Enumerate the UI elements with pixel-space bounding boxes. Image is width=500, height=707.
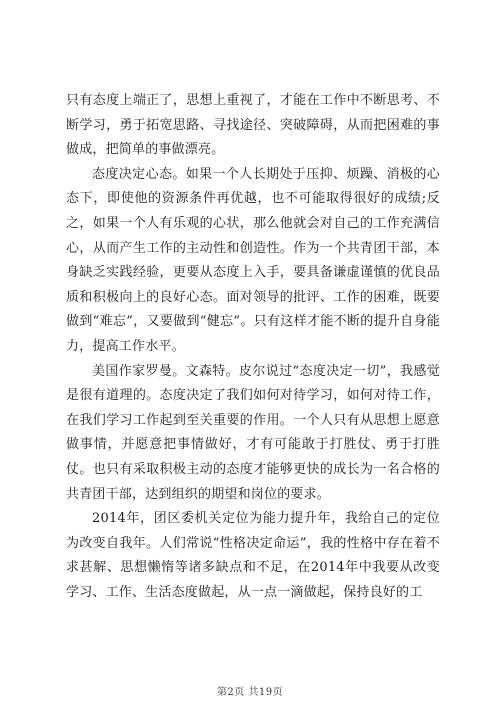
paragraph-1: 只有态度上端正了，思想上重视了，才能在工作中不断思考、不断学习，勇于拓宽思路、寻找途径、突破障碍，从而把困难的事做成，把简单的事做漂亮。 (66, 93, 440, 158)
page-number-footer: 第2页 共19页 (216, 687, 284, 698)
document-body (66, 89, 440, 605)
paragraph-3: 美国作家罗曼。文森特。皮尔说过“态度决定一切”，我感觉是很有道理的。态度决定了我们如何对待学习，如何对待工作，在我们学习工作起到至关重要的作用。一个人只有从思想上愿意做事情，并愿意把事情做好，才有可能敢于打胜仗、勇于打胜仗。也只有采取积极主动的态度才能够更快的成长为一名合格的共青团干部，达到组织的期望和岗位的要求。 (66, 363, 440, 502)
paragraph-2: 态度决定心态。如果一个人长期处于压抑、烦躁、消极的心态下，即使他的资源条件再优越，也不可能取得很好的成绩;反之，如果一个人有乐观的心状，那么他就会对自己的工作充满信心，从而产生工作的主动性和创造性。作为一个共青团干部，本身缺乏实践经验，更要从态度上入手，要具备谦虚谨慎的优良品质和积极向上的良好心态。面对领导的批评、工作的困难，既要做到“难忘”，又要做到“健忘”。只有这样才能不断的提升自身能力，提高工作水平。 (66, 166, 440, 354)
paragraph-4: 2014年，团区委机关定位为能力提升年，我给自己的定位为改变自我年。人们常说“性格决定命运”，我的性格中存在着不求甚解、思想懒惰等诸多缺点和不足，在2014年中我要从改变学习、工作、生活态度做起，从一点一滴做起，保持良好的工 (66, 511, 440, 600)
